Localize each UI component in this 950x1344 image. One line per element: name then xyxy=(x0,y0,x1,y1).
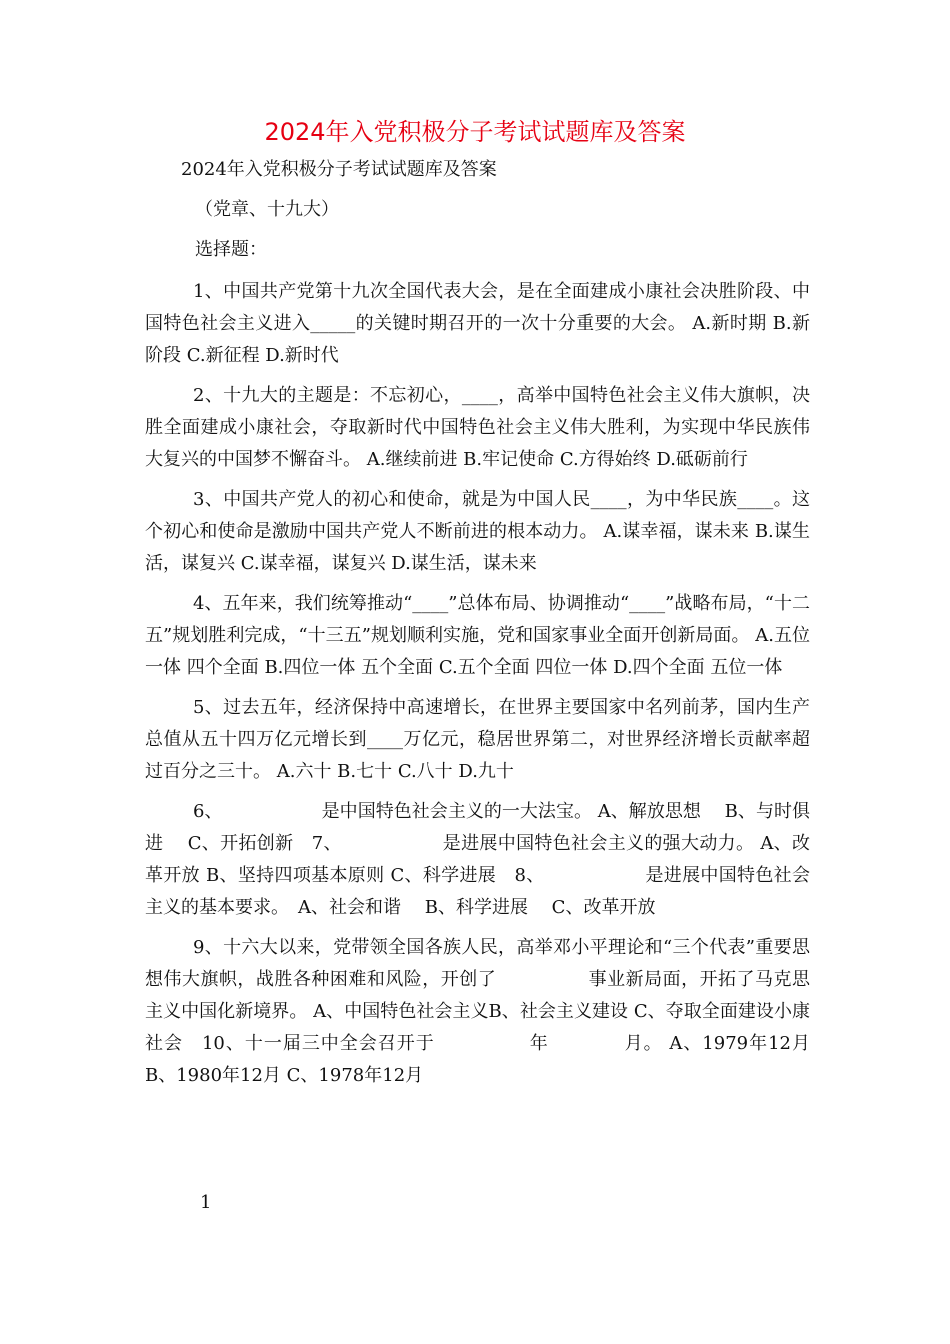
question-4: 4、五年来，我们统筹推动“____”总体布局、协调推动“____”战略布局，“十二五”规划胜利完成，“十三五”规划顺利实施，党和国家事业全面开创新局面。 A.五位一体 四个全面 B.四位一体 五个全面 C.五个全面 四位一体 D.四个全面 五位一体 xyxy=(145,593,810,678)
question-2: 2、十九大的主题是：不忘初心，____，高举中国特色社会主义伟大旗帜，决胜全面建成小康社会，夺取新时代中国特色社会主义伟大胜利，为实现中华民族伟大复兴的中国梦不懈奋斗。 A.继续前进 B.牢记使命 C.方得始终 D.砥砺前行 xyxy=(145,385,810,470)
document-subtitle: 2024年入党积极分子考试试题库及答案 xyxy=(181,159,497,180)
question-5: 5、过去五年，经济保持中高速增长，在世界主要国家中名列前茅，国内生产总值从五十四万亿元增长到____万亿元，稳居世界第二，对世界经济增长贡献率超过百分之三十。 A.六十 B.七十 C.八十 D.九十 xyxy=(145,697,810,782)
page-number: 1 xyxy=(200,1192,212,1213)
question-9-10: 9、十六大以来，党带领全国各族人民，高举邓小平理论和“三个代表”重要思想伟大旗帜，战胜各种困难和风险，开创了 事业新局面，开拓了马克思主义中国化新境界。 A、中国特色社会主义B、社会主义建设 C、夺取全面建设小康社会 10、十一届三中全会召开于 年 月。 A、1979年12月 B、1980年12月 C、1978年12月 xyxy=(145,937,810,1086)
document-body xyxy=(145,150,810,1092)
question-6-8: 6、 是中国特色社会主义的一大法宝。 A、解放思想 B、与时俱进 C、开拓创新 7、 是进展中国特色社会主义的强大动力。 A、改革开放 B、坚持四项基本原则 C、科学进展 8、 是进展中国特色社会主义的基本要求。 A、社会和谐 B、科学进展 C、改革开放 xyxy=(145,801,810,918)
document-scope: （党章、十九大） xyxy=(195,199,339,220)
section-label: 选择题： xyxy=(195,239,267,260)
question-3: 3、中国共产党人的初心和使命，就是为中国人民____，为中华民族____。这个初心和使命是激励中国共产党人不断前进的根本动力。 A.谋幸福，谋未来 B.谋生活，谋复兴 C.谋幸福，谋复兴 D.谋生活，谋未来 xyxy=(145,489,810,574)
question-1: 1、中国共产党第十九次全国代表大会，是在全面建成小康社会决胜阶段、中国特色社会主义进入_____的关键时期召开的一次十分重要的大会。 A.新时期 B.新阶段 C.新征程 D.新时代 xyxy=(145,281,810,366)
document-title: 2024年入党积极分子考试试题库及答案 xyxy=(264,118,686,146)
